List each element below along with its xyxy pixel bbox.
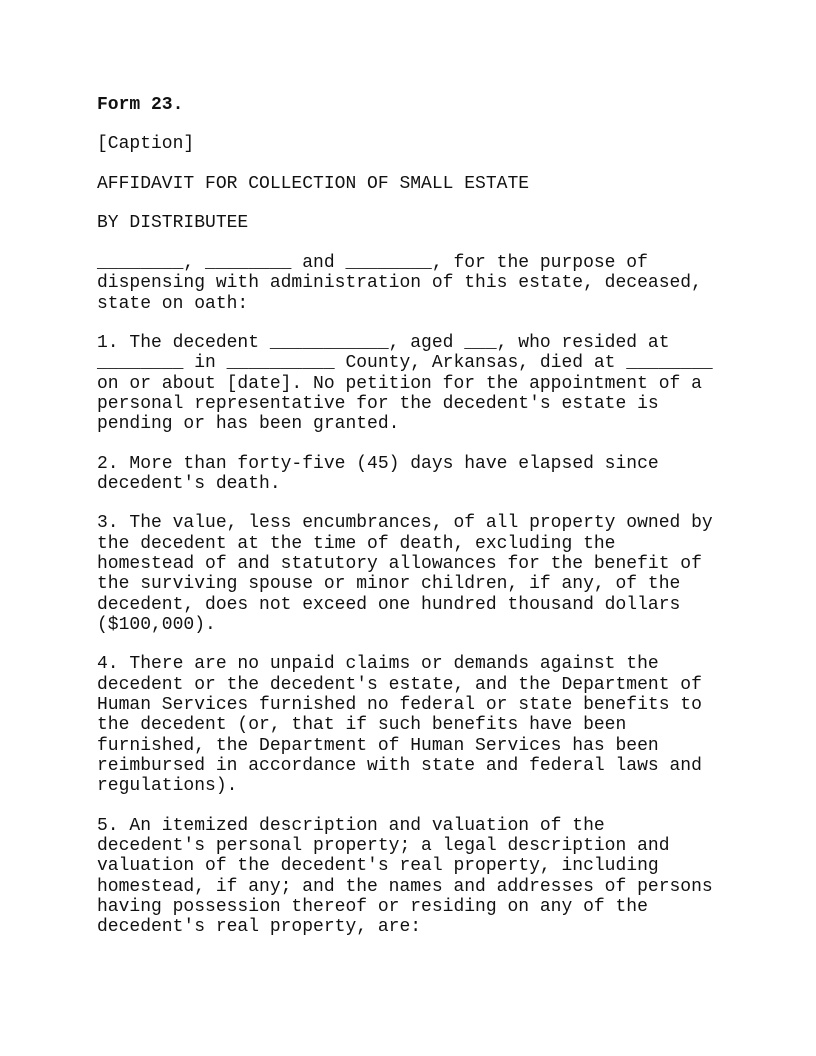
- paragraph-4: 4. There are no unpaid claims or demands against the decedent or the decedent's estate, and the Department of Human Services furnished no federal or state benefits to the decedent (or, that if such benefits have been furnished, the Department of Human Services has been reimbursed in accordance with state and federal laws and regulations).: [97, 654, 702, 797]
- paragraph-3: 3. The value, less encumbrances, of all property owned by the decedent at the time of death, excluding the homestead of and statutory allowances for the benefit of the surviving spouse or minor children, if any, of the decedent, does not exceed one hundred thousand dollars ($100,000).: [97, 513, 713, 635]
- paragraph-2: 2. More than forty-five (45) days have elapsed since decedent's death.: [97, 453, 659, 494]
- paragraph-5: 5. An itemized description and valuation of the decedent's personal property; a legal description and valuation of the decedent's real property, including homestead, if any; and the names and addresses of persons having possession thereof or residing on any of the decedent's real property, are:: [97, 815, 713, 938]
- caption-placeholder: [Caption]: [97, 134, 195, 155]
- document-page: [97, 95, 797, 957]
- document-subheading: BY DISTRIBUTEE: [97, 213, 249, 234]
- form-title: Form 23.: [97, 95, 184, 115]
- paragraph-1: 1. The decedent ___________, aged ___, who resided at ________ in __________ County, Arkansas, died at ________ on or about [date]. No petition for the appointment of a personal representative for the decedent's estate is pending or has been granted.: [97, 333, 713, 435]
- document-heading: AFFIDAVIT FOR COLLECTION OF SMALL ESTATE: [97, 173, 530, 194]
- intro-paragraph: ________, ________ and ________, for the purpose of dispensing with administration of this estate, deceased, state on oath:: [97, 252, 702, 314]
